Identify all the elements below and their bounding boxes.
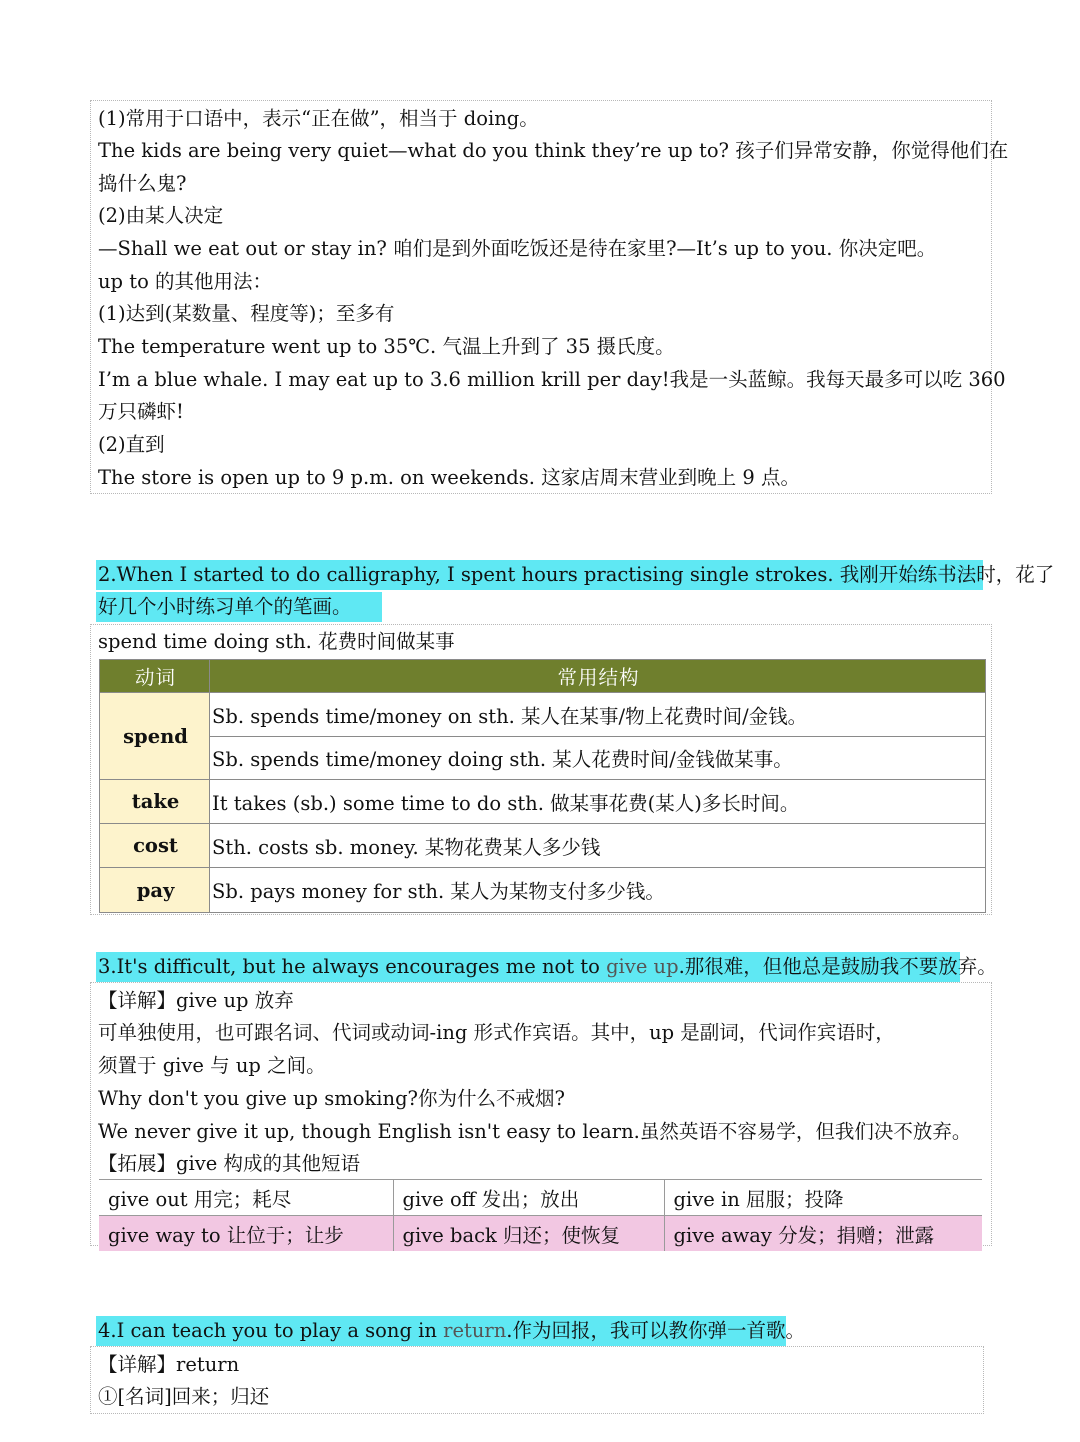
give-phrases-table <box>99 1179 982 1251</box>
give-phrase: give way to 让位于；让步 <box>99 1216 393 1252</box>
section1-line-9: I’m a blue whale. I may eat up to 3.6 million krill per day!我是一头蓝鲸。我每天最多可以吃 360 <box>98 368 1006 391</box>
section1-line-4: (2)由某人决定 <box>98 204 224 227</box>
section3-sentence-post: .那很难，但他总是鼓励我不要放弃。 <box>678 955 997 978</box>
section1-line-5: —Shall we eat out or stay in? 咱们是到外面吃饭还是待在家里?—It’s up to you. 你决定吧。 <box>98 237 937 260</box>
section3-sentence-key: give up <box>606 955 679 978</box>
section2-sentence-line2: 好几个小时练习单个的笔画。 <box>96 592 382 622</box>
section1-line-10: 万只磷虾! <box>98 400 184 423</box>
structure-take: It takes (sb.) some time to do sth. 做某事花费(某人)多长时间。 <box>210 780 986 824</box>
structure-pay: Sb. pays money for sth. 某人为某物支付多少钱。 <box>210 868 986 913</box>
section1-line-11: (2)直到 <box>98 433 165 456</box>
section3-line-2: 可单独使用，也可跟名词、代词或动词-ing 形式作宾语。其中，up 是副词，代词作宾语时， <box>98 1021 895 1044</box>
section3-line-1: 【详解】give up 放弃 <box>98 989 294 1012</box>
section4-line-2: ①[名词]回来；归还 <box>98 1385 270 1408</box>
verb-spend: spend <box>100 693 210 780</box>
spend-table <box>99 659 986 913</box>
section1-line-6: up to 的其他用法： <box>98 270 273 293</box>
give-phrase: give away 分发；捐赠；泄露 <box>664 1216 982 1252</box>
section3-sentence-pre: 3.It's difficult, but he always encourages me not to <box>98 955 607 978</box>
section1-line-8: The temperature went up to 35℃. 气温上升到了 35 摄氏度。 <box>98 335 675 358</box>
structure-spend-1: Sb. spends time/money on sth. 某人在某事/物上花费时间/金钱。 <box>210 693 986 737</box>
section1-line-3: 捣什么鬼? <box>98 172 187 195</box>
section3-line-5: We never give it up, though English isn't easy to learn.虽然英语不容易学，但我们决不放弃。 <box>98 1120 972 1143</box>
give-phrase: give in 屈服；投降 <box>664 1180 982 1216</box>
section3-line-3: 须置于 give 与 up 之间。 <box>98 1054 326 1077</box>
verb-take: take <box>100 780 210 824</box>
section1-line-2: The kids are being very quiet—what do you think they’re up to? 孩子们异常安静，你觉得他们在 <box>98 139 1009 162</box>
section4-sentence-key: return <box>443 1319 507 1342</box>
section1-line-12: The store is open up to 9 p.m. on weekends. 这家店周末营业到晚上 9 点。 <box>98 466 800 489</box>
table-header-structure: 常用结构 <box>210 660 986 693</box>
structure-spend-2: Sb. spends time/money doing sth. 某人花费时间/金钱做某事。 <box>210 737 986 780</box>
section2-sentence-line1: 2.When I started to do calligraphy, I spent hours practising single strokes. 我刚开始练书法时，花了 <box>96 560 983 590</box>
verb-pay: pay <box>100 868 210 913</box>
give-phrase: give back 归还；使恢复 <box>393 1216 664 1252</box>
section3-line-4: Why don't you give up smoking?你为什么不戒烟? <box>98 1087 565 1110</box>
verb-cost: cost <box>100 824 210 868</box>
section3-line-6: 【拓展】give 构成的其他短语 <box>98 1152 360 1175</box>
table-header-verb: 动词 <box>100 660 210 693</box>
section1-line-7: (1)达到(某数量、程度等)；至多有 <box>98 302 395 325</box>
structure-cost: Sth. costs sb. money. 某物花费某人多少钱 <box>210 824 986 868</box>
section4-sentence <box>96 1316 805 1346</box>
section4-sentence-post: .作为回报，我可以教你弹一首歌。 <box>506 1319 805 1342</box>
section1-line-1: (1)常用于口语中，表示“正在做”，相当于 doing。 <box>98 107 539 130</box>
give-phrase: give out 用完；耗尽 <box>99 1180 393 1216</box>
section4-line-1: 【详解】return <box>98 1353 240 1376</box>
section4-sentence-pre: 4.I can teach you to play a song in <box>98 1319 444 1342</box>
give-phrase: give off 发出；放出 <box>393 1180 664 1216</box>
section2-phrase: spend time doing sth. 花费时间做某事 <box>98 630 455 653</box>
section3-sentence <box>96 952 997 982</box>
